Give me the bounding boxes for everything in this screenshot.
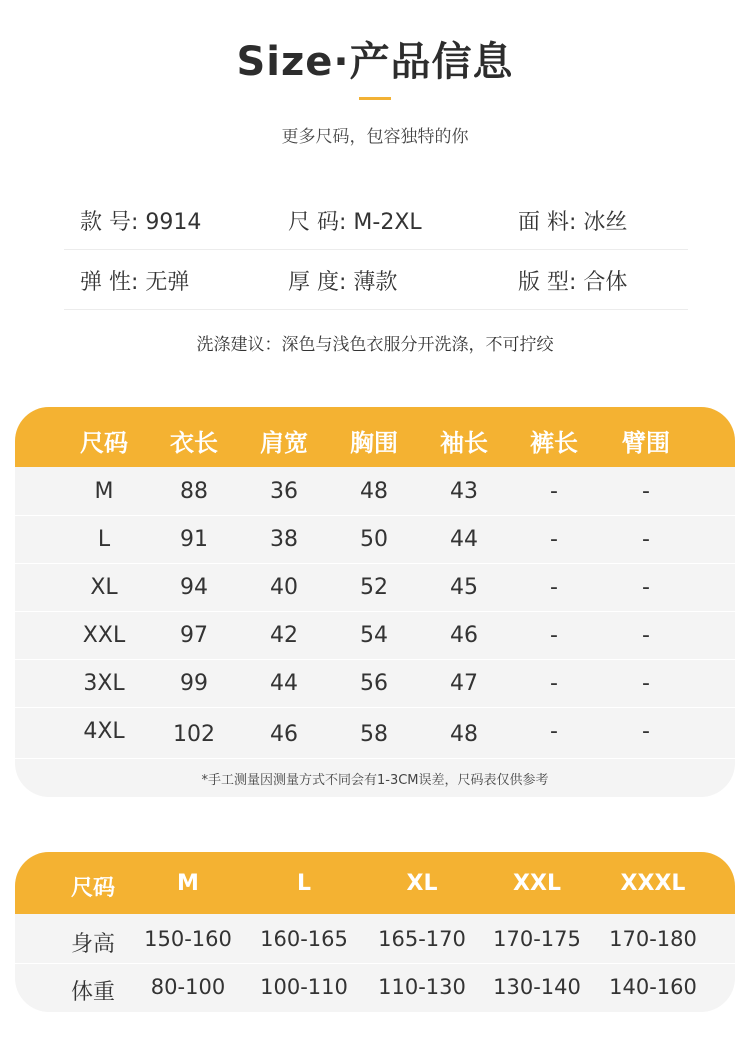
info-fabric: 面 料: 冰丝 [518,210,628,235]
table-row [15,516,735,564]
fit-guide-header [15,852,735,914]
table-cell: - [642,623,650,648]
header-cell: 肩宽 [260,429,308,457]
header-cell: XL [406,871,438,896]
table-cell: 140-160 [609,975,697,999]
measurement-note: *手工测量因测量方式不同会有1-3CM误差，尺码表仅供参考 [201,773,549,788]
table-row [15,963,735,1011]
table-cell: 43 [450,479,478,504]
info-row [64,251,688,310]
header-cell: 袖长 [440,429,488,457]
header-cell: 裤长 [530,429,578,457]
header-cell: M [177,871,199,896]
table-cell: 97 [180,623,208,648]
info-elasticity: 弹 性: 无弹 [80,270,190,295]
table-row [15,708,735,759]
info-row [64,191,688,250]
size-cell: 3XL [83,671,125,696]
table-cell: 160-165 [260,927,348,951]
table-cell: 99 [180,671,208,696]
wash-advice: 洗涤建议：深色与浅色衣服分开洗涤，不可拧绞 [196,335,554,355]
table-cell: - [642,527,650,552]
table-cell: 45 [450,575,478,600]
header-cell: 臂围 [622,429,670,457]
table-cell: 80-100 [150,975,226,999]
table-cell: 150-160 [144,927,232,951]
table-cell: 48 [360,479,388,504]
row-label: 身高 [70,932,115,957]
table-cell: - [550,671,558,696]
table-cell: - [550,623,558,648]
table-cell: 94 [180,575,208,600]
fit-guide-table [15,852,735,1012]
table-cell: 102 [173,722,215,747]
table-cell: - [550,719,558,744]
table-cell: 91 [180,527,208,552]
table-cell: 44 [270,671,298,696]
row-label: 体重 [70,980,115,1005]
table-cell: 52 [360,575,388,600]
table-cell: 110-130 [378,975,466,999]
table-cell: 46 [270,722,298,747]
size-cell: XXL [82,623,126,648]
table-row [15,564,735,612]
size-chart-header [15,407,735,467]
table-row [15,660,735,708]
table-cell: 170-175 [493,927,581,951]
table-cell: 54 [360,623,388,648]
info-style-number: 款 号: 9914 [80,210,202,235]
size-cell: 4XL [83,719,125,744]
table-cell: 48 [450,722,478,747]
header-cell: 衣长 [170,429,218,457]
size-cell: L [97,527,111,552]
table-cell: 44 [450,527,478,552]
header-cell: 尺码 [80,429,128,457]
table-cell: - [642,479,650,504]
table-row [15,468,735,516]
table-cell: - [550,575,558,600]
table-row [15,612,735,660]
table-cell: 47 [450,671,478,696]
info-fit: 版 型: 合体 [518,270,628,295]
table-cell: 50 [360,527,388,552]
table-cell: 40 [270,575,298,600]
title-underline [359,97,391,100]
table-cell: 42 [270,623,298,648]
size-cell: XL [90,575,118,600]
table-cell: - [550,479,558,504]
header-cell: 胸围 [350,429,398,457]
table-cell: 56 [360,671,388,696]
header-cell: L [296,871,312,896]
page-header [0,38,750,86]
header-cell: 尺码 [70,876,115,901]
header-cell: XXXL [620,871,686,896]
table-cell: - [642,719,650,744]
table-cell: 58 [360,722,388,747]
table-cell: 36 [270,479,298,504]
size-chart-table [15,407,735,797]
table-cell: 100-110 [260,975,348,999]
table-cell: - [550,527,558,552]
table-cell: 130-140 [493,975,581,999]
info-thickness: 厚 度: 薄款 [288,270,398,295]
info-size-range: 尺 码: M-2XL [288,210,422,235]
table-cell: 165-170 [378,927,466,951]
table-cell: 38 [270,527,298,552]
page-title: Size·产品信息 [236,39,514,85]
table-cell: - [642,575,650,600]
table-cell: - [642,671,650,696]
table-row [15,915,735,964]
table-cell: 170-180 [609,927,697,951]
table-cell: 88 [180,479,208,504]
page-subtitle: 更多尺码，包容独特的你 [281,127,469,147]
size-cell: M [94,479,114,504]
table-cell: 46 [450,623,478,648]
header-cell: XXL [513,871,561,896]
